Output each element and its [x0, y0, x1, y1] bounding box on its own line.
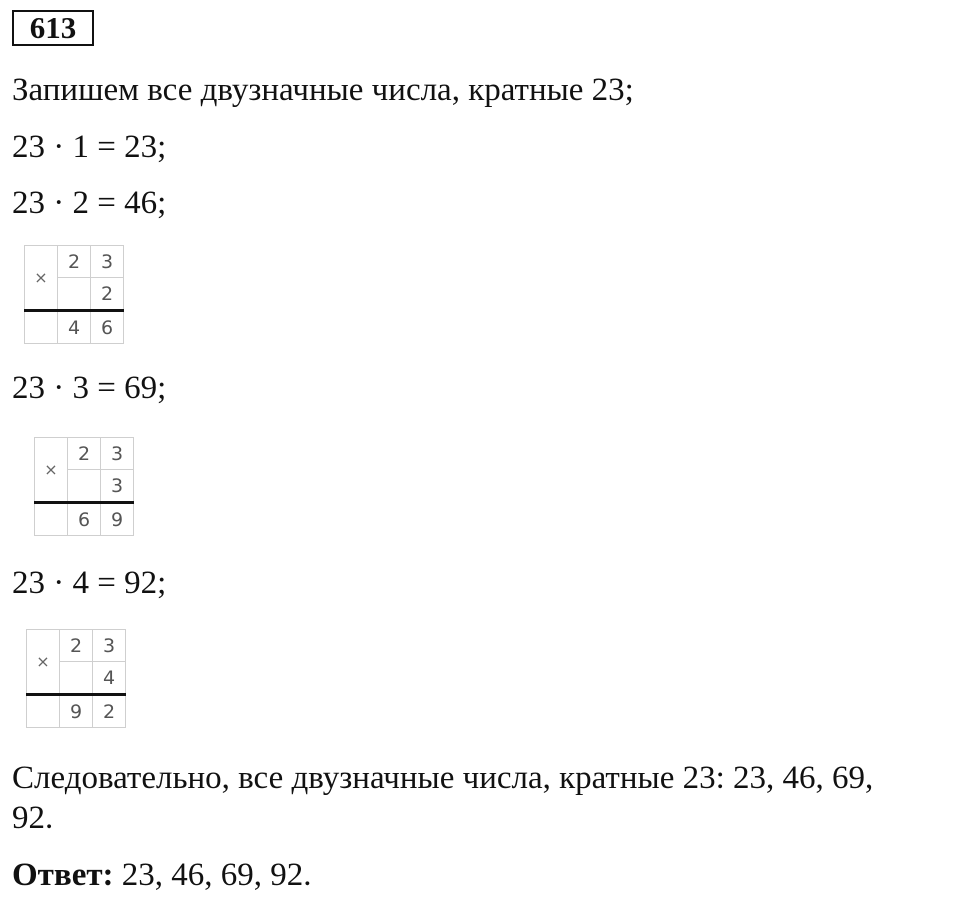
answer: [12, 857, 312, 893]
digit: 2: [68, 438, 101, 470]
answer-value: 23, 46, 69, 92.: [113, 857, 312, 893]
conclusion-line-1: Следовательно, все двузначные числа, кратные 23: 23, 46, 69,: [12, 760, 874, 796]
digit: 3: [91, 246, 124, 278]
digit: 4: [93, 662, 126, 695]
empty-cell: [60, 662, 93, 695]
empty-cell: [35, 503, 68, 536]
digit: 2: [60, 630, 93, 662]
digit: 2: [93, 695, 126, 728]
column-multiplication-3: [34, 437, 134, 536]
digit: 2: [91, 278, 124, 311]
answer-label: Ответ:: [12, 857, 114, 893]
empty-cell: [58, 278, 91, 311]
empty-cell: [27, 695, 60, 728]
digit: 4: [58, 311, 91, 344]
digit: 3: [101, 438, 134, 470]
conclusion-line-2: 92.: [12, 800, 54, 836]
equation-3: 23 · 3 = 69;: [12, 370, 167, 406]
digit: 3: [101, 470, 134, 503]
intro-text: Запишем все двузначные числа, кратные 23;: [12, 72, 634, 108]
empty-cell: [25, 311, 58, 344]
column-multiplication-2: [24, 245, 124, 344]
digit: 9: [101, 503, 134, 536]
digit: 6: [68, 503, 101, 536]
multiply-sign: ×: [35, 438, 68, 503]
problem-number: 613: [12, 10, 94, 46]
digit: 2: [58, 246, 91, 278]
empty-cell: [68, 470, 101, 503]
column-multiplication-4: [26, 629, 126, 728]
multiply-sign: ×: [27, 630, 60, 695]
digit: 3: [93, 630, 126, 662]
equation-2: 23 · 2 = 46;: [12, 185, 167, 221]
multiply-sign: ×: [25, 246, 58, 311]
digit: 9: [60, 695, 93, 728]
equation-4: 23 · 4 = 92;: [12, 565, 167, 601]
digit: 6: [91, 311, 124, 344]
equation-1: 23 · 1 = 23;: [12, 129, 167, 165]
